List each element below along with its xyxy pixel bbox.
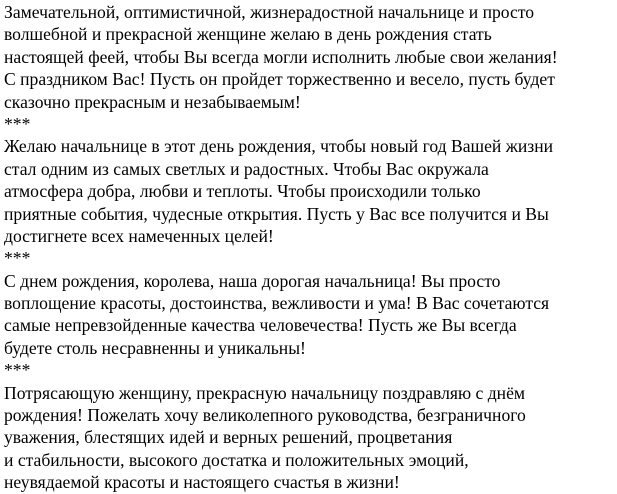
paragraph-2-line-3: атмосфера добра, любви и теплоты. Чтобы происходили только: [4, 181, 481, 202]
paragraph-3-line-4: будете столь несравненны и уникальны!: [4, 337, 306, 358]
paragraph-4-line-5: неувядаемой красоты и настоящего счастья в жизни!: [4, 472, 400, 493]
paragraph-4-line-4: и стабильности, высокого достатка и положительных эмоций,: [4, 449, 469, 470]
paragraph-2-line-1: Желаю начальнице в этот день рождения, чтобы новый год Вашей жизни: [4, 136, 554, 157]
paragraph-4-line-3: уважения, блестящих идей и верных решений, процветания: [4, 427, 453, 448]
paragraph-1-line-5: сказочно прекрасным и незабываемым!: [4, 91, 301, 112]
paragraph-1-line-2: волшебной и прекрасной женщине желаю в день рождения стать: [4, 24, 492, 45]
paragraph-3-line-3: самые непревзойденные качества человечества! Пусть же Вы всегда: [4, 315, 517, 336]
paragraph-2-line-5: достигнете всех намеченных целей!: [4, 225, 274, 246]
paragraph-3-line-2: воплощение красоты, достоинства, вежливости и ума! В Вас сочетаются: [4, 293, 550, 314]
paragraph-2-line-2: стал одним из самых светлых и радостных. Чтобы Вас окружала: [4, 158, 489, 179]
separator-2: ***: [4, 248, 31, 269]
paragraph-2-line-4: приятные события, чудесные открытия. Пусть у Вас все получится и Вы: [4, 203, 549, 224]
paragraph-1-line-3: настоящей феей, чтобы Вы всегда могли исполнить любые свои желания!: [4, 46, 558, 67]
separator-3: ***: [4, 360, 31, 381]
paragraph-1-line-4: С праздником Вас! Пусть он пройдет торжественно и весело, пусть будет: [4, 69, 555, 90]
separator-1: ***: [4, 113, 31, 134]
paragraph-1-line-1: Замечательной, оптимистичной, жизнерадостной начальнице и просто: [4, 2, 535, 22]
paragraph-4-line-1: Потрясающую женщину, прекрасную начальницу поздравляю с днём: [4, 382, 526, 403]
paragraph-3-line-1: С днем рождения, королева, наша дорогая начальница! Вы просто: [4, 270, 501, 291]
paragraph-4-line-2: рождения! Пожелать хочу великолепного руководства, безграничного: [4, 405, 526, 426]
